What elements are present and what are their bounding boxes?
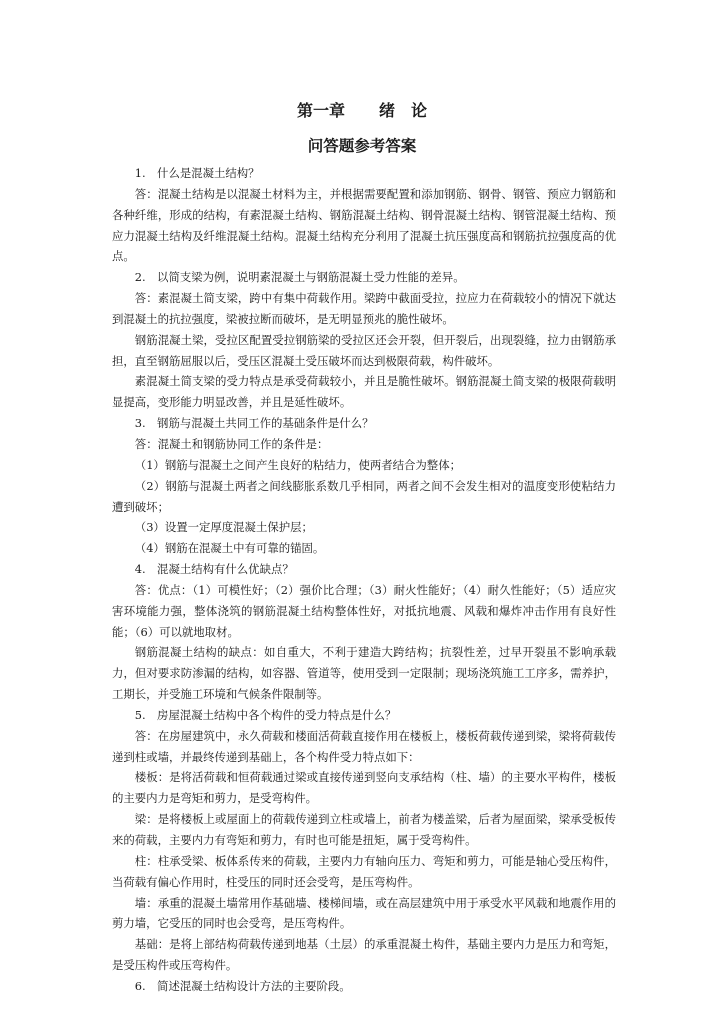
document-body (112, 163, 616, 997)
question-3: 3. 钢筋与混凝土共同工作的基础条件是什么？ (134, 416, 374, 431)
answer-3-item-3: （3）设置一定厚度混凝土保护层； (134, 520, 313, 535)
question-4: 4. 混凝土结构有什么优缺点？ (134, 562, 294, 577)
question-5: 5. 房屋混凝土结构中各个构件的受力特点是什么？ (134, 707, 397, 722)
chapter-title: 绪 论 (379, 101, 428, 120)
answer-4-advantages: 答：优点：（1）可模性好；（2）强价比合理；（3）耐火性能好；（4）耐久性能好；（5）适应灾害环境能力强，整体浇筑的钢筋混凝土结构整体性好，对抵抗地震、风载和爆炸冲击作用有良好性能；（6）可以就地取材。 (112, 582, 616, 639)
chapter-number: 第一章 (296, 101, 345, 120)
answer-5-foundation: 基础：是将上部结构荷载传递到地基（土层）的承重混凝土构件，基础主要内力是压力和弯矩，是受压构件或压弯构件。 (112, 937, 616, 973)
question-2: 2. 以简支梁为例，说明素混凝土与钢筋混凝土受力性能的差异。 (134, 270, 465, 285)
chapter-heading (0, 98, 724, 121)
answer-5-slab: 楼板：是将活荷载和恒荷载通过梁或直接传递到竖向支承结构（柱、墙）的主要水平构件，楼板的主要内力是弯矩和剪力，是受弯构件。 (112, 770, 616, 806)
answer-2-plain-concrete: 答：素混凝土简支梁，跨中有集中荷载作用。梁跨中截面受拉，拉应力在荷载较小的情况下就达到混凝土的抗拉强度，梁被拉断而破坏，是无明显预兆的脆性破坏。 (112, 291, 616, 326)
question-1: 1. 什么是混凝土结构？ (134, 166, 260, 180)
answer-4-disadvantages: 钢筋混凝土结构的缺点：如自重大，不利于建造大跨结构；抗裂性差，过早开裂虽不影响承载力，但对要求防渗漏的结构，如容器、管道等，使用受到一定限制；现场浇筑施工工序多，需养护，工期长，并受施工环境和气候条件限制等。 (112, 645, 616, 702)
answer-3-item-4: （4）钢筋在混凝土中有可靠的锚固。 (134, 541, 325, 556)
question-6: 6. 简述混凝土结构设计方法的主要阶段。 (134, 978, 351, 993)
answer-2-comparison: 素混凝土简支梁的受力特点是承受荷载较小，并且是脆性破坏。钢筋混凝土简支梁的极限荷载明显提高，变形能力明显改善，并且是延性破坏。 (112, 374, 616, 410)
answer-3-item-2: （2）钢筋与混凝土两者之间线膨胀系数几乎相同，两者之间不会发生相对的温度变形使粘结力遭到破坏； (112, 478, 616, 514)
section-subtitle: 问答题参考答案 (307, 137, 417, 155)
answer-3-item-1: （1）钢筋与混凝土之间产生良好的粘结力，使两者结合为整体； (134, 457, 461, 472)
answer-3-intro: 答：混凝土和钢筋协同工作的条件是： (134, 436, 329, 451)
answer-5-intro: 答：在房屋建筑中，永久荷载和楼面活荷载直接作用在楼板上，楼板荷载传递到梁，梁将荷载传递到柱或墙，并最终传递到基础上，各个构件受力特点如下： (112, 728, 616, 764)
answer-2-reinforced: 钢筋混凝土梁，受拉区配置受拉钢筋梁的受拉区还会开裂，但开裂后，出现裂缝，拉力由钢筋承担，直至钢筋屈服以后，受压区混凝土受压破坏而达到极限荷载，构件破坏。 (112, 332, 616, 368)
answer-5-beam: 梁：是将楼板上或屋面上的荷载传递到立柱或墙上，前者为楼盖梁，后者为屋面梁，梁承受板传来的荷载，主要内力有弯矩和剪力，有时也可能是扭矩，属于受弯构件。 (112, 812, 616, 847)
answer-5-wall: 墙：承重的混凝土墙常用作基础墙、楼梯间墙，或在高层建筑中用于承受水平风载和地震作用的剪力墙，它受压的同时也会受弯，是压弯构件。 (112, 895, 616, 931)
answer-5-column: 柱：柱承受梁、板体系传来的荷载，主要内力有轴向压力、弯矩和剪力，可能是轴心受压构件，当荷载有偏心作用时，柱受压的同时还会受弯，是压弯构件。 (112, 853, 616, 889)
answer-1: 答：混凝土结构是以混凝土材料为主，并根据需要配置和添加钢筋、钢骨、钢管、预应力钢筋和各种纤维，形成的结构，有素混凝土结构、钢筋混凝土结构、钢骨混凝土结构、钢管混凝土结构、预应力混凝土结构及纤维混凝土结构。混凝土结构充分利用了混凝土抗压强度高和钢筋抗拉强度高的优点。 (112, 186, 616, 264)
